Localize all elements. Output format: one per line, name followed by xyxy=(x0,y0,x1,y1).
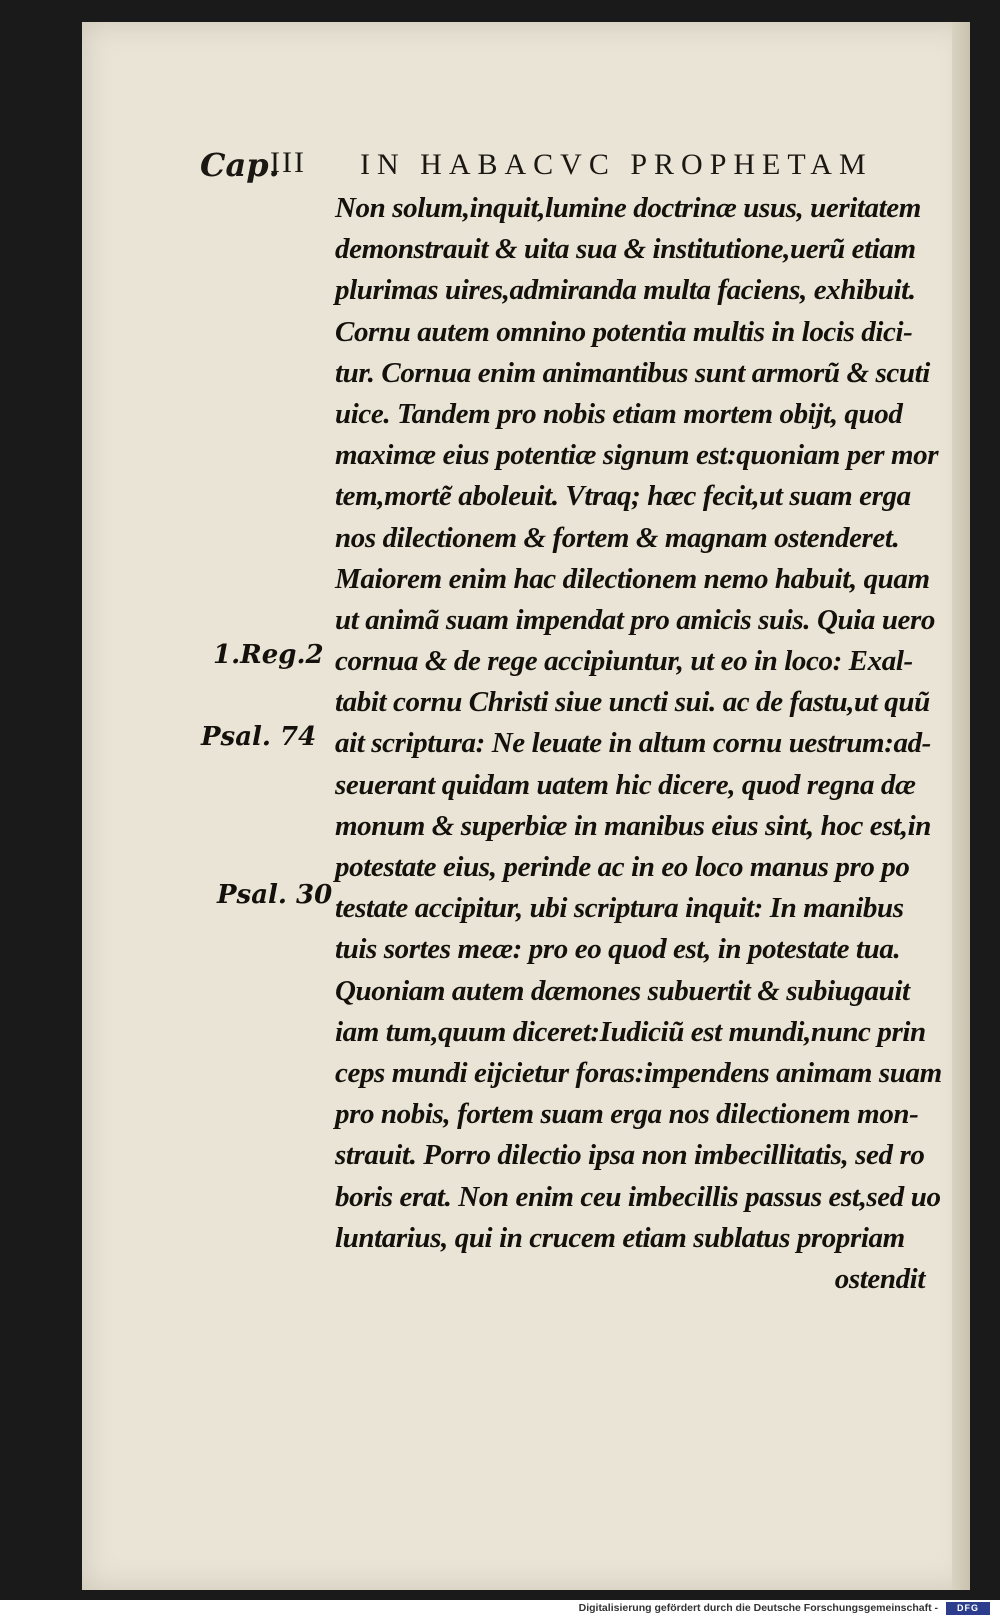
footer-credit: Digitalisierung gefördert durch die Deutsche Forschungsgemeinschaft - xyxy=(578,1602,938,1614)
text-line: ceps mundi eijcietur foras:impendens animam suam xyxy=(335,1056,942,1089)
text-line: demonstrauit & uita sua & institutione,uerũ etiam xyxy=(335,233,916,266)
text-line: Cornu autem omnino potentia multis in locis dici- xyxy=(335,315,913,348)
digitization-footer xyxy=(0,1600,1000,1618)
text-line: ait scriptura: Ne leuate in altum cornu uestrum:ad- xyxy=(335,727,931,760)
text-line: tur. Cornua enim animantibus sunt armorũ & scuti xyxy=(335,356,930,389)
page-edge xyxy=(952,22,970,1590)
text-line: nos dilectionem & fortem & magnam ostenderet. xyxy=(335,521,900,554)
chapter-number: III xyxy=(270,146,306,179)
running-head xyxy=(110,146,910,186)
text-line: luntarius, qui in crucem etiam sublatus propriam xyxy=(335,1221,905,1254)
text-line: iam tum,quum diceret:Iudiciũ est mundi,nunc prin xyxy=(335,1015,926,1048)
text-line: cornua & de rege accipiuntur, ut eo in loco: Exal- xyxy=(335,645,913,678)
text-line: uice. Tandem pro nobis etiam mortem obijt, quod xyxy=(335,397,903,430)
text-line: maximæ eius potentiæ signum est:quoniam per mor xyxy=(335,439,939,472)
text-line: Quoniam autem dæmones subuertit & subiugauit xyxy=(335,974,910,1007)
marginal-note: Psal. 74 xyxy=(201,722,317,752)
running-head-title: IN HABACVC PROPHETAM xyxy=(360,148,873,181)
marginal-note: 1.Reg.2 xyxy=(213,640,324,670)
text-line: tuis sortes meæ: pro eo quod est, in potestate tua. xyxy=(335,933,901,966)
text-line: Maiorem enim hac dilectionem nemo habuit, quam xyxy=(335,562,930,595)
text-line: potestate eius, perinde ac in eo loco manus pro po xyxy=(335,851,910,883)
text-line: tem,mortẽ aboleuit. Vtraq; hæc fecit,ut suam erga xyxy=(335,480,911,513)
text-line: plurimas uires,admiranda multa faciens, exhibuit. xyxy=(335,274,916,307)
text-line: tabit cornu Christi siue uncti sui. ac de fastu,ut quũ xyxy=(335,686,930,719)
text-line: pro nobis, fortem suam erga nos dilectionem mon- xyxy=(335,1098,919,1131)
text-line: monum & superbiæ in manibus eius sint, hoc est,in xyxy=(335,809,932,842)
catchword: ostendit xyxy=(834,1262,925,1295)
chapter-label: Cap. xyxy=(200,146,280,184)
body-text xyxy=(335,188,945,1300)
text-line: strauit. Porro dilectio ipsa non imbecillitatis, sed ro xyxy=(335,1139,925,1172)
text-line: testate accipitur, ubi scriptura inquit: In manibus xyxy=(335,892,904,925)
text-line: ut animã suam impendat pro amicis suis. Quia uero xyxy=(335,603,936,636)
text-line: seuerant quidam uatem hic dicere, quod regna dæ xyxy=(335,768,916,801)
text-line: boris erat. Non enim ceu imbecillis passus est,sed uo xyxy=(335,1180,941,1213)
dfg-logo: DFG xyxy=(946,1602,990,1615)
marginal-note: Psal. 30 xyxy=(217,880,333,910)
text-line: Non solum,inquit,lumine doctrinæ usus, ueritatem xyxy=(335,192,921,224)
